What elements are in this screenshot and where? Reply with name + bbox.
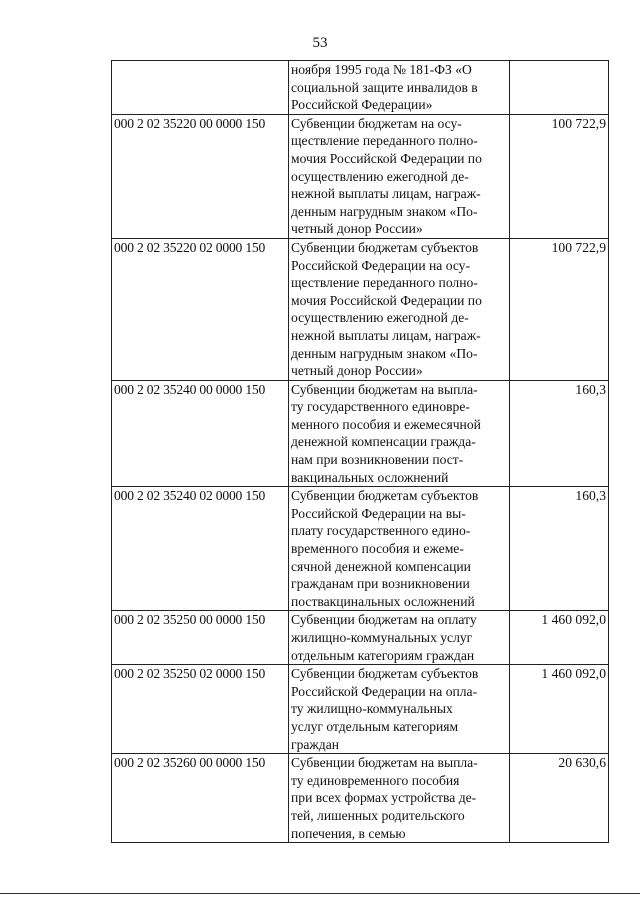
amount-cell: 160,3 [510, 380, 609, 487]
budget-table-body [112, 61, 609, 843]
description-line: четный донор России» [291, 363, 423, 379]
table-row [112, 114, 609, 238]
table-row [112, 487, 609, 611]
amount-cell [510, 61, 609, 115]
description-line: сячной денежной компенсации [291, 558, 471, 574]
amount-cell: 1 460 092,0 [510, 665, 609, 754]
page-number: 53 [312, 35, 328, 51]
description-line: Субвенции бюджетам на осу- [291, 115, 462, 131]
description-line: Российской Федерации на вы- [291, 505, 466, 521]
description-line: услуг отдельным категориям [291, 718, 459, 734]
description-line: Субвенции бюджетам субъектов [291, 239, 479, 255]
description-line: жилищно-коммунальных услуг [291, 630, 473, 645]
description-cell [289, 487, 510, 611]
description-line: четный донор России» [291, 221, 423, 237]
amount-cell: 100 722,9 [510, 238, 609, 380]
description-line: осуществлению ежегодной де- [291, 168, 469, 184]
description-line: ноября 1995 года № 181-ФЗ «О [291, 62, 472, 77]
budget-code-cell [112, 61, 289, 115]
description-line: денным нагрудным знаком «По- [291, 345, 478, 361]
description-line: временного пособия и ежеме- [291, 541, 464, 557]
description-line: Субвенции бюджетам на выпла- [291, 381, 478, 397]
description-line: нежной выплаты лицам, награж- [291, 186, 481, 202]
description-line: плату государственного едино- [291, 523, 471, 539]
description-cell [289, 114, 510, 238]
bottom-rule [0, 893, 640, 894]
description-line: осуществлению ежегодной де- [291, 310, 469, 326]
amount-cell: 100 722,9 [510, 114, 609, 238]
budget-code-cell: 000 2 02 35250 00 0000 150 [112, 611, 289, 665]
description-line: ту жилищно-коммунальных [291, 701, 453, 717]
description-line: Российской Федерации на осу- [291, 257, 471, 273]
table-row [112, 61, 609, 115]
amount-cell: 20 630,6 [510, 754, 609, 843]
description-line: ществление переданного полно- [291, 133, 478, 149]
description-line: денежной компенсации гражда- [291, 434, 476, 450]
description-line: при всех формах устройства де- [291, 790, 477, 806]
description-line: Российской Федерации на опла- [291, 683, 478, 699]
table-row [112, 665, 609, 754]
description-line: Субвенции бюджетам на оплату [291, 612, 477, 628]
budget-code-cell: 000 2 02 35220 02 0000 150 [112, 238, 289, 380]
description-line: денным нагрудным знаком «По- [291, 203, 478, 219]
description-line: ществление переданного полно- [291, 275, 478, 291]
budget-table [111, 60, 609, 843]
description-line: граждан [291, 736, 340, 752]
description-line: Субвенции бюджетам на выпла- [291, 755, 478, 771]
description-line: гражданам при возникновении [291, 576, 470, 592]
budget-code-cell: 000 2 02 35260 00 0000 150 [112, 754, 289, 843]
description-line: мочия Российской Федерации по [291, 150, 482, 166]
budget-code-cell: 000 2 02 35250 02 0000 150 [112, 665, 289, 754]
amount-cell: 1 460 092,0 [510, 611, 609, 665]
table-row [112, 754, 609, 843]
description-line: ту единовременного пособия [291, 772, 460, 788]
description-line: менного пособия и ежемесячной [291, 416, 481, 432]
budget-code-cell: 000 2 02 35240 00 0000 150 [112, 380, 289, 487]
description-cell [289, 61, 510, 115]
description-line: Субвенции бюджетам субъектов [291, 488, 479, 504]
description-line: мочия Российской Федерации по [291, 292, 482, 308]
description-cell [289, 611, 510, 665]
budget-code-cell: 000 2 02 35240 02 0000 150 [112, 487, 289, 611]
description-line: попечения, в семью [291, 825, 406, 841]
table-row [112, 380, 609, 487]
description-line: поствакцинальных осложнений [291, 593, 475, 609]
description-line: Субвенции бюджетам субъектов [291, 666, 479, 682]
description-line: отдельным категориям граждан [291, 647, 475, 663]
amount-cell: 160,3 [510, 487, 609, 611]
description-line: ту государственного единовре- [291, 399, 470, 415]
description-line: вакцинальных осложнений [291, 469, 449, 485]
description-cell [289, 665, 510, 754]
description-cell [289, 754, 510, 843]
description-line: нам при возникновении пост- [291, 452, 464, 468]
description-cell [289, 238, 510, 380]
table-row [112, 238, 609, 380]
description-line: нежной выплаты лицам, награж- [291, 327, 481, 343]
budget-code-cell: 000 2 02 35220 00 0000 150 [112, 114, 289, 238]
description-line: Российской Федерации» [291, 97, 433, 113]
description-cell [289, 380, 510, 487]
description-line: социальной защите инвалидов в [291, 79, 478, 95]
description-line: тей, лишенных родительского [291, 807, 465, 823]
table-row [112, 611, 609, 665]
